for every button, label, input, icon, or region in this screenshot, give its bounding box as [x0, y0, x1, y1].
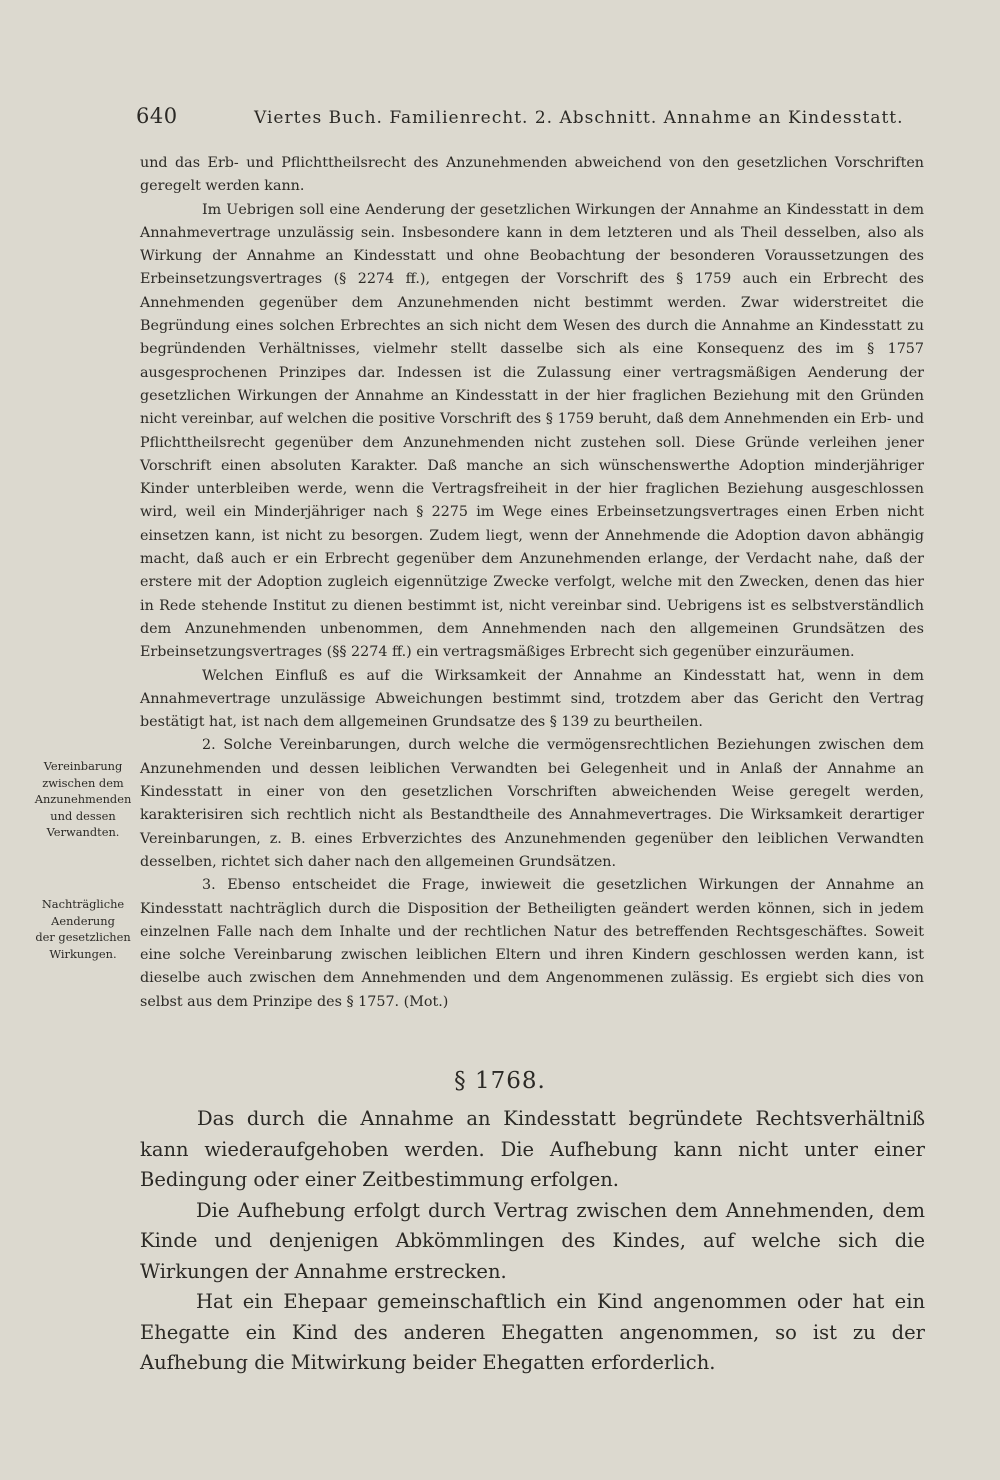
margin-note-line: Nachträgliche [41, 897, 125, 911]
margin-note-line: Verwandten. [46, 825, 120, 839]
margin-note [28, 758, 138, 841]
statute-paragraph: Das durch die Annahme an Kindesstatt begründete Rechtsverhältniß kann wiederaufgehoben werden. Die Aufhebung kann nicht unter einer Bedingung oder einer Zeitbestimmung erfolgen. [140, 1107, 925, 1191]
margin-note [28, 896, 138, 962]
statute-paragraph: Die Aufhebung erfolgt durch Vertrag zwischen dem Annehmenden, dem Kinde und denjenigen Abkömmlingen des Kindes, auf welche sich die Wirkungen der Annahme erstrecken. [140, 1198, 925, 1283]
margin-note-line: Wirkungen. [49, 946, 117, 961]
commentary-paragraph: 2. Solche Vereinbarungen, durch welche die vermögensrechtlichen Beziehungen zwischen dem Anzunehmenden und dessen leiblichen Verwandten bei Gelegenheit und in Anlaß der Annahme an Kindesstatt in einer von den gesetzlichen Vorschriften abweichenden Weise geregelt werden, karakterisiren sich rechtlich nicht als Bestandtheile des Annahmevertrages. Die Wirksamkeit derartiger Vereinbarungen, z. B. eines Erbverzichtes des Anzunehmenden gegenüber den leiblichen Verwandten desselben, richtet sich daher nach den allgemeinen Grundsätzen. [140, 737, 924, 870]
commentary-text [140, 152, 924, 1014]
commentary-paragraph: 3. Ebenso entscheidet die Frage, inwieweit die gesetzlichen Wirkungen der Annahme an Kindesstatt nachträglich durch die Disposition der Betheiligten geändert werden können, sich in jedem einzelnen Falle nach dem Inhalte und der rechtlichen Natur des betreffenden Rechtsgeschäftes. Soweit eine solche Vereinbarung zwischen leiblichen Eltern und ihren Kindern geschlossen werden kann, ist dieselbe auch zwischen dem Annehmenden und dem Angenommenen zulässig. Es ergiebt sich dies von selbst aus dem Prinzipe des § 1757. (Mot.) [140, 877, 924, 1010]
section-heading: § 1768. [454, 1068, 546, 1094]
commentary-paragraph: und das Erb- und Pflichttheilsrecht des Anzunehmenden abweichend von den gesetzlichen Vorschriften geregelt werden kann. [140, 155, 924, 195]
margin-note-line: zwischen dem [42, 775, 124, 790]
margin-note-line: der gesetzlichen [35, 930, 131, 944]
running-header [136, 104, 936, 134]
margin-note-line: und dessen [50, 808, 116, 823]
statute-text [140, 1104, 925, 1379]
margin-note-line: Vereinbarung [43, 759, 123, 773]
commentary-paragraph: Im Uebrigen soll eine Aenderung der gesetzlichen Wirkungen der Annahme an Kindesstatt in dem Annahmevertrage unzulässig sein. Insbesondere kann in dem letzteren und als Theil desselben, also als Wirkung der Annahme an Kindesstatt und ohne Beobachtung der besonderen Voraussetzungen des Erbeinsetzungsvertrages (§ 2274 ff.), entgegen der Vorschrift des § 1759 auch ein Erbrecht des Annehmenden gegenüber dem Anzunehmenden nicht bestimmt werden. Zwar widerstreitet die Begründung eines solchen Erbrechtes an sich nicht dem Wesen des durch die Annahme an Kindesstatt zu begründenden Verhältnisses, vielmehr stellt dasselbe sich als eine Konsequenz des im § 1757 ausgesprochenen Prinzipes dar. Indessen ist die Zulassung einer vertragsmäßigen Aenderung der gesetzlichen Wirkungen der Annahme an Kindesstatt in der hier fraglichen Beziehung mit den Gründen nicht vereinbar, auf welchen die positive Vorschrift des § 1759 beruht, daß dem Annehmenden ein Erb- und Pflichttheilsrecht gegenüber dem Anzunehmenden nicht zustehen soll. Diese Gründe verleihen jener Vorschrift einen absoluten Karakter. Daß manche an sich wünschenswerthe Adoption minderjähriger Kinder unterbleiben werde, wenn die Vertragsfreiheit in der hier fraglichen Beziehung ausgeschlossen wird, weil ein Minderjähriger nach § 2275 im Wege eines Erbeinsetzungsvertrages einen Erben nicht einsetzen kann, ist nicht zu besorgen. Zudem liegt, wenn der Annehmende die Adoption davon abhängig macht, daß auch er ein Erbrecht gegenüber dem Anzunehmenden erlange, der Verdacht nahe, daß der erstere mit der Adoption zugleich eigennützige Zwecke verfolgt, welche mit den Zwecken, denen das hier in Rede stehende Institut zu dienen bestimmt ist, nicht vereinbar sind. Uebrigens ist es selbstverständlich dem Anzunehmenden unbenommen, dem Annehmenden nach den allgemeinen Grundsätzen des Erbeinsetzungsvertrages (§§ 2274 ff.) ein vertragsmäßiges Erbrecht sich gegenüber einzuräumen. [140, 201, 924, 661]
page-number: 640 [136, 104, 178, 128]
statute-paragraph: Hat ein Ehepaar gemeinschaftlich ein Kind angenommen oder hat ein Ehegatte ein Kind des anderen Ehegatten angenommen, so ist zu der Aufhebung die Mitwirkung beider Ehegatten erforderlich. [140, 1290, 925, 1374]
commentary-paragraph: Welchen Einfluß es auf die Wirksamkeit der Annahme an Kindesstatt hat, wenn in dem Annahmevertrage unzulässige Abweichungen bestimmt sind, trotzdem aber das Gericht den Vertrag bestätigt hat, ist nach dem allgemeinen Grundsatze des § 139 zu beurtheilen. [140, 667, 924, 731]
running-title: Viertes Buch. Familienrecht. 2. Abschnitt. Annahme an Kindesstatt. [254, 108, 904, 128]
margin-note-line: Anzunehmenden [34, 792, 132, 806]
margin-note-line: Aenderung [51, 913, 115, 928]
